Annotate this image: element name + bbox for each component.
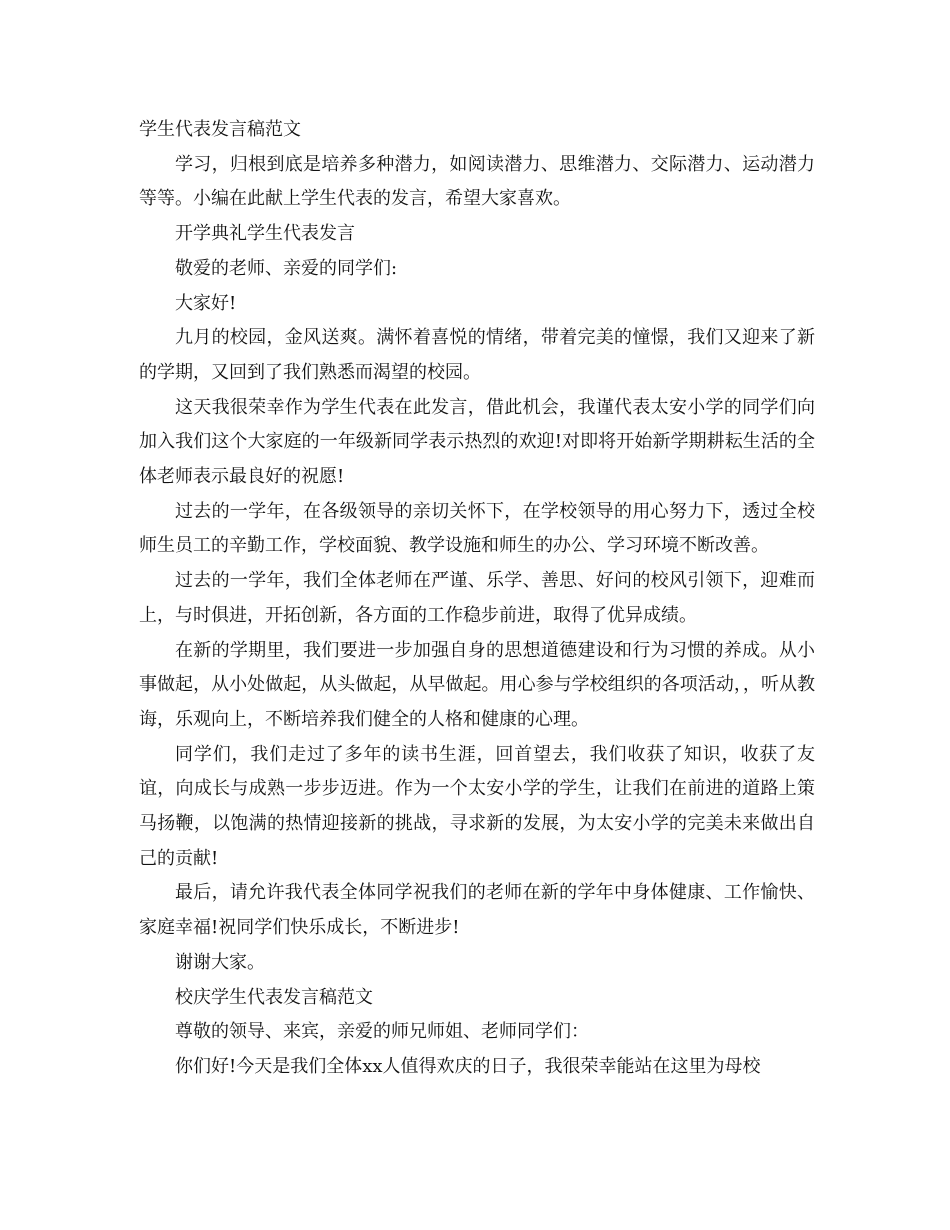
document-title: 学生代表发言稿范文 (139, 119, 301, 140)
thanks: 谢谢大家。 (175, 951, 265, 973)
section-heading-anniversary: 校庆学生代表发言稿范文 (175, 986, 373, 1008)
paragraph-classmates: 同学们，我们走过了多年的读书生涯，回首望去，我们收获了知识，收获了友谊，向成长与成熟一步步迈进。作为一个太安小学的学生，让我们在前进的道路上策马扬鞭，以饱满的热情迎接新的挑战，寻求新的发展，为太安小学的完美未来做出自己的贡献! (139, 743, 815, 869)
paragraph-past-year-2: 过去的一学年，我们全体老师在严谨、乐学、善思、好问的校风引领下，迎难而上，与时俱进，开拓创新，各方面的工作稳步前进，取得了优异成绩。 (139, 570, 815, 626)
paragraph-past-year-1: 过去的一学年，在各级领导的亲切关怀下，在学校领导的用心努力下，透过全校师生员工的辛勤工作，学校面貌、教学设施和师生的办公、学习环境不断改善。 (139, 500, 815, 557)
paragraph-september: 九月的校园，金风送爽。满怀着喜悦的情绪，带着完美的憧憬，我们又迎来了新的学期，又回到了我们熟悉而渴望的校园。 (139, 327, 815, 383)
section-heading-opening-ceremony: 开学典礼学生代表发言 (175, 223, 355, 245)
salutation: 敬爱的老师、亲爱的同学们: (175, 257, 398, 279)
paragraph-anniversary-opening: 你们好!今天是我们全体xx人值得欢庆的日子，我很荣幸能站在这里为母校 (175, 1055, 761, 1077)
paragraph-intro: 学习，归根到底是培养多种潜力，如阅读潜力、思维潜力、交际潜力、运动潜力等等。小编在此献上学生代表的发言，希望大家喜欢。 (139, 153, 815, 210)
paragraph-new-term: 在新的学期里，我们要进一步加强自身的思想道德建设和行为习惯的养成。从小事做起，从小处做起，从头做起，从早做起。用心参与学校组织的各项活动，，听从教诲，乐观向上，不断培养我们健全的人格和健康的心理。 (139, 639, 815, 730)
paragraph-welcome: 这天我很荣幸作为学生代表在此发言，借此机会，我谨代表太安小学的同学们向加入我们这个大家庭的一年级新同学表示热烈的欢迎!对即将开始新学期耕耘生活的全体老师表示最良好的祝愿! (139, 396, 815, 488)
document-body (139, 113, 815, 1085)
paragraph-closing: 最后，请允许我代表全体同学祝我们的老师在新的学年中身体健康、工作愉快、家庭幸福!祝同学们快乐成长，不断进步! (139, 882, 815, 939)
salutation-anniversary: 尊敬的领导、来宾，亲爱的师兄师姐、老师同学们： (175, 1021, 589, 1043)
greeting: 大家好! (175, 292, 237, 314)
